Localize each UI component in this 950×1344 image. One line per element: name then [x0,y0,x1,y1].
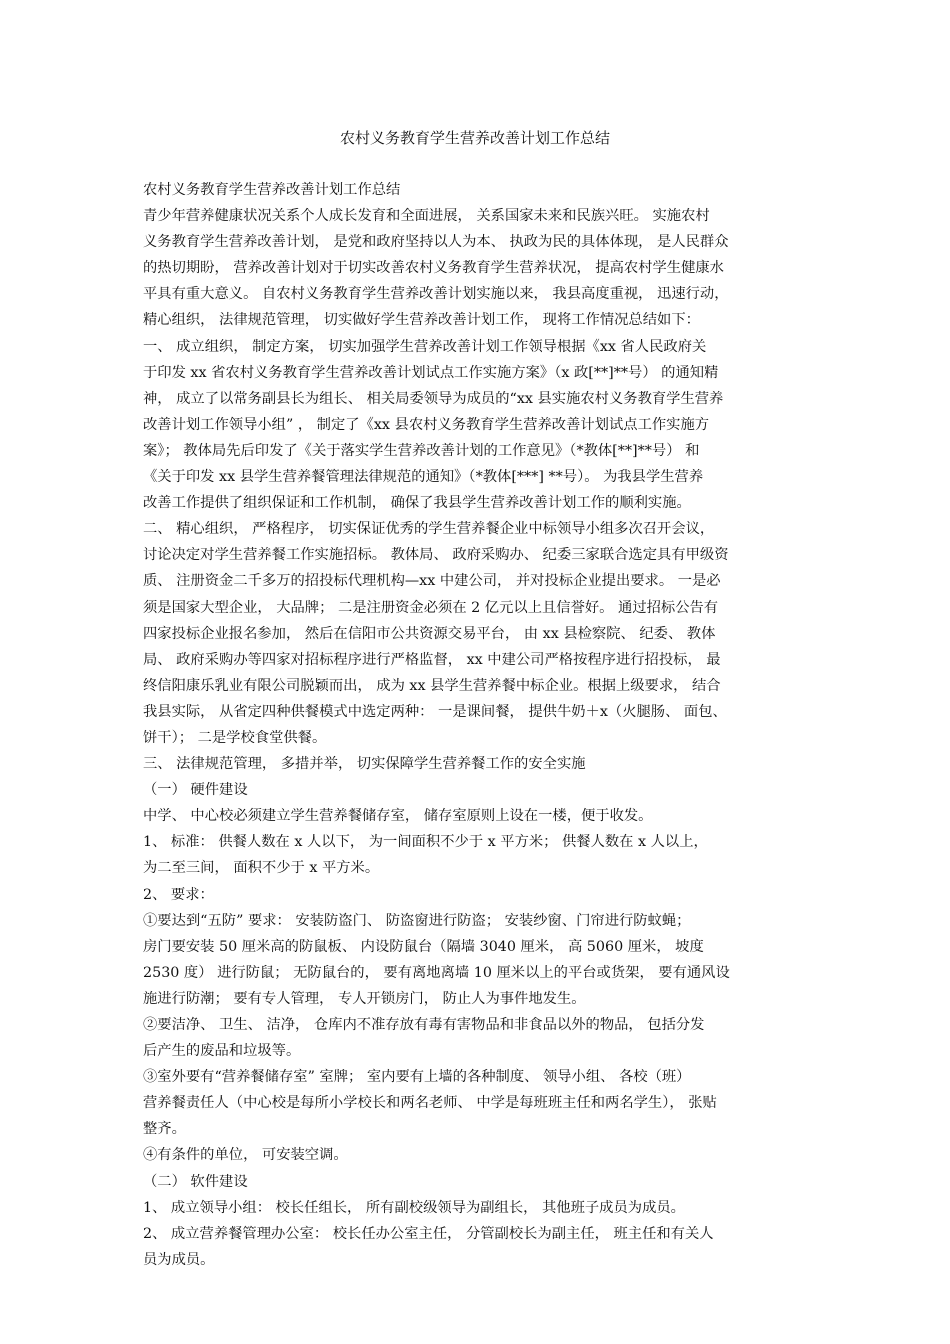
text-line: 四家投标企业报名参加， 然后在信阳市公共资源交易平台， 由 xx 县检察院、 纪委、 教体 [143,625,716,642]
text-line: 义务教育学生营养改善计划， 是党和政府坚持以人为本、 执政为民的具体体现， 是人民群众 [143,234,729,251]
text-line: 青少年营养健康状况关系个人成长发育和全面进展， 关系国家未来和民族兴旺。 实施农村 [143,208,710,225]
text-line: 改善计划工作领导小组” ， 制定了《xx 县农村义务教育学生营养改善计划试点工作实施方 [143,416,710,433]
text-line: 营养餐责任人（中心校是每所小学校长和两名老师、 中学是每班班主任和两名学生）， 张贴 [143,1095,717,1112]
text-line: 平具有重大意义。 自农村义务教育学生营养改善计划实施以来， 我县高度重视， 迅速行动， [143,286,729,303]
document-body [143,177,813,1273]
text-line: 质、 注册资金二千多万的招投标代理机构—xx 中建公司， 并对投标企业提出要求。 一是必 [143,573,721,590]
text-line: 终信阳康乐乳业有限公司脱颖而出， 成为 xx 县学生营养餐中标企业。根据上级要求， 结合 [143,677,721,694]
text-line: 须是国家大型企业， 大品牌； 二是注册资金必须在 2 亿元以上且信誉好。 通过招标公告有 [143,599,719,616]
text-line: 1、 标准： 供餐人数在 x 人以下， 为一间面积不少于 x 平方米； 供餐人数在 x 人以上， [143,834,708,851]
text-line: 三、 法律规范管理， 多措并举， 切实保障学生营养餐工作的安全实施 [143,756,586,773]
text-line: 员为成员。 [143,1251,215,1268]
text-line: 一、 成立组织， 制定方案， 切实加强学生营养改善计划工作领导根据《xx 省人民政府关 [143,338,707,355]
page-title: 农村义务教育学生营养改善计划工作总结 [339,129,610,147]
text-line: ②要洁净、 卫生、 洁净， 仓库内不准存放有毒有害物品和非食品以外的物品， 包括分发 [143,1017,705,1033]
text-line: 2530 度） 进行防鼠； 无防鼠台的， 要有离地离墙 10 厘米以上的平台或货架， 要有通风设 [143,964,730,981]
text-line: 的热切期盼， 营养改善计划对于切实改善农村义务教育学生营养状况， 提高农村学生健康水 [143,260,724,277]
text-line: 局、 政府采购办等四家对招标程序进行严格监督， xx 中建公司严格按程序进行招投标， 最 [143,651,721,668]
text-line: 农村义务教育学生营养改善计划工作总结 [143,182,401,198]
text-line: 2、 要求： [143,886,214,903]
text-line: 2、 成立营养餐管理办公室： 校长任办公室主任， 分管副校长为副主任， 班主任和有关人 [143,1225,714,1242]
text-line: 1、 成立领导小组： 校长任组长， 所有副校级领导为副组长， 其他班子成员为成员。 [143,1199,685,1216]
text-line: 《关于印发 xx 县学生营养餐管理法律规范的通知》（*教体[***] **号）。 为我县学生营养 [143,469,704,486]
text-line: 于印发 xx 省农村义务教育学生营养改善计划试点工作实施方案》（x 政[**]**号） 的通知精 [143,364,719,381]
text-line: 后产生的废品和垃圾等。 [143,1043,301,1060]
text-line: 房门要安装 50 厘米高的防鼠板、 内设防鼠台（隔墙 3040 厘米， 高 5060 厘米， 坡度 [143,938,704,955]
text-line: ①要达到“五防” 要求： 安装防盗门、 防盗窗进行防盗； 安装纱窗、门帘进行防蚊蝇； [143,912,691,929]
text-line: 案》； 教体局先后印发了《关于落实学生营养改善计划的工作意见》（*教体[**]**号） 和 [143,442,700,459]
text-line: 施进行防潮； 要有专人管理， 专人开锁房门， 防止人为事件地发生。 [143,990,586,1007]
text-line: 二、 精心组织， 严格程序， 切实保证优秀的学生营养餐企业中标领导小组多次召开会议， [143,521,715,538]
text-line: 整齐。 [143,1121,186,1138]
text-line: 改善工作提供了组织保证和工作机制， 确保了我县学生营养改善计划工作的顺利实施。 [143,495,691,512]
text-line: （一） 硬件建设 [143,782,248,799]
text-line: 讨论决定对学生营养餐工作实施招标。 教体局、 政府采购办、 纪委三家联合选定具有甲级资 [143,547,729,564]
text-line: ④有条件的单位， 可安装空调。 [143,1147,348,1164]
text-line: 为二至三间， 面积不少于 x 平方米。 [143,860,380,877]
text-line: 精心组织， 法律规范管理， 切实做好学生营养改善计划工作， 现将工作情况总结如下： [143,312,700,329]
text-line: 中学、 中心校必须建立学生营养餐储存室， 储存室原则上设在一楼，便于收发。 [143,808,653,825]
text-line: ③室外要有“营养餐储存室” 室牌； 室内要有上墙的各种制度、 领导小组、 各校（班） [143,1069,691,1086]
text-line: 神， 成立了以常务副县长为组长、 相关局委领导为成员的“xx 县实施农村义务教育学生营养 [143,390,724,407]
text-line: 饼干）； 二是学校食堂供餐。 [143,729,327,746]
text-line: （二） 软件建设 [143,1173,248,1190]
text-line: 我县实际， 从省定四种供餐模式中选定两种： 一是课间餐， 提供牛奶＋x（火腿肠、 面包、 [143,703,727,720]
